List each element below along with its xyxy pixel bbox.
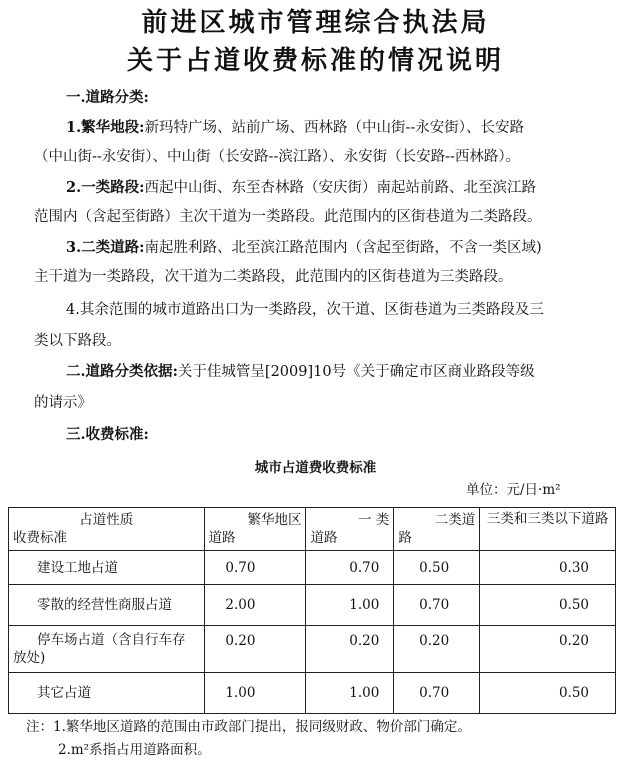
table-header-row — [9, 508, 616, 551]
table-caption: 城市占道费收费标准 — [254, 460, 377, 476]
fee-table — [8, 507, 616, 714]
section2-line1: 二.道路分类依据:关于佳城管呈[2009]10号《关于确定市区商业路段等级 — [66, 363, 535, 380]
note-line1: 注：1.繁华地区道路的范围由市政部门提出，报同级财政、物价部门确定。 — [26, 719, 471, 735]
row-value: 1.00 — [204, 673, 306, 714]
section2-heading: 二.道路分类依据 — [66, 363, 173, 380]
row-value: 0.30 — [480, 551, 616, 585]
item3-label: 3.二类道路 — [66, 239, 140, 256]
row-value: 0.70 — [394, 673, 480, 714]
row-value: 1.00 — [306, 673, 394, 714]
row-value: 0.20 — [306, 626, 394, 673]
item3-line2: 主干道为一类路段，次干道为二类路段，此范围内的区街巷道为三类路段。 — [34, 269, 513, 285]
header-corner-top: 占道性质 — [79, 512, 134, 528]
item2-line2: 范围内（含起至街路）主次干道为一类路段。此范围内的区街巷道为二类路段。 — [34, 209, 542, 225]
table-row — [9, 551, 616, 585]
item3-line1: 3.二类道路:南起胜利路、北至滨江路范围内（含起至街路，不含一类区域) — [66, 239, 542, 256]
row-value: 0.70 — [204, 551, 306, 585]
document-title-line2: 关于占道收费标准的情况说明 — [126, 46, 504, 76]
item2-label: 2.一类路段 — [66, 179, 140, 196]
item2-line1: 2.一类路段:西起中山街、东至杏林路（安庆街）南起站前路、北至滨江路 — [66, 179, 536, 196]
header-col1: 繁华地区 道路 — [204, 508, 306, 551]
section3-heading: 三.收费标准: — [66, 426, 149, 443]
header-col2: 一 类 道路 — [306, 508, 394, 551]
row-name: 其它占道 — [9, 673, 205, 714]
note-line2: 2.m²系指占用道路面积。 — [58, 742, 211, 758]
table-row — [9, 626, 616, 673]
item1-label: 1.繁华地段 — [66, 119, 140, 136]
item4-line2: 类以下路段。 — [34, 333, 121, 349]
row-value: 2.00 — [204, 585, 306, 626]
row-name: 停车场占道（含自行车存 放处) — [9, 626, 205, 673]
row-value: 1.00 — [306, 585, 394, 626]
item4-line1: 4.其余范围的城市道路出口为一类路段，次干道、区街巷道为三类路段及三 — [66, 302, 544, 318]
header-corner-bottom: 收费标准 — [13, 530, 67, 546]
row-value: 0.70 — [394, 585, 480, 626]
row-value: 0.50 — [480, 673, 616, 714]
table-unit: 单位：元/日·m² — [466, 482, 561, 498]
item1-line2: （中山街--永安街）、中山街（长安路--滨江路）、永安街（长安路--西林路）。 — [34, 149, 521, 165]
row-value: 0.20 — [204, 626, 306, 673]
row-value: 0.50 — [394, 551, 480, 585]
header-col3: 二类道 路 — [394, 508, 480, 551]
row-value: 0.20 — [480, 626, 616, 673]
table-row — [9, 585, 616, 626]
table-row — [9, 673, 616, 714]
section2-line2: 的请示》 — [34, 395, 92, 411]
row-name: 零散的经营性商服占道 — [9, 585, 205, 626]
row-name: 建设工地占道 — [9, 551, 205, 585]
item1-line1: 1.繁华地段:新玛特广场、站前广场、西林路（中山街--永安街）、长安路 — [66, 119, 525, 136]
header-col4: 三类和三类以下道路 — [480, 508, 616, 551]
header-corner-cell — [9, 508, 205, 551]
document-title-line1: 前进区城市管理综合执法局 — [141, 8, 490, 38]
row-value: 0.20 — [394, 626, 480, 673]
section1-heading: 一.道路分类: — [66, 89, 149, 106]
row-value: 0.50 — [480, 585, 616, 626]
row-value: 0.70 — [306, 551, 394, 585]
